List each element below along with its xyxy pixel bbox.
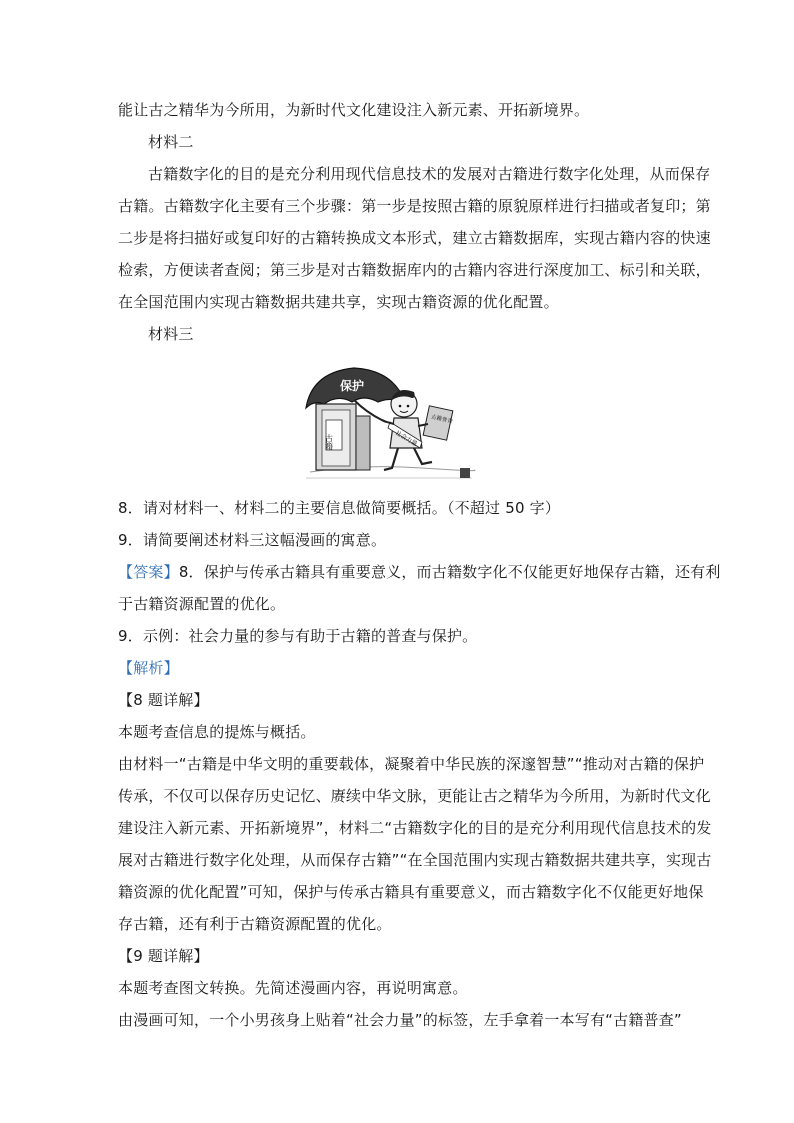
book-label: 古籍 <box>324 434 334 450</box>
sash-label: 社会力量 <box>394 429 419 448</box>
text-line: 在全国范围内实现古籍数据共建共享，实现古籍资源的优化配置。 <box>118 293 559 311</box>
question-9: 9．请简要阐述材料三这幅漫画的寓意。 <box>118 531 387 549</box>
text-line: 二步是将扫描好或复印好的古籍转换成文本形式，建立古籍数据库，实现古籍内容的快速 <box>118 229 711 247</box>
material-3-heading: 材料三 <box>148 325 194 343</box>
text-line: 能让古之精华为今所用，为新时代文化建设注入新元素、开拓新境界。 <box>118 101 590 119</box>
text-line: 本题考查图文转换。先简述漫画内容，再说明寓意。 <box>118 979 468 997</box>
small-book-label: 古籍普查 <box>430 414 454 425</box>
text-line: 展对古籍进行数字化处理，从而保存古籍”“在全国范围内实现古籍数据共建共享，实现古 <box>118 851 712 869</box>
text-line: 建设注入新元素、开拓新境界”，材料二“古籍数字化的目的是充分利用现代信息技术的发 <box>118 819 712 837</box>
detail-8-heading: 【8 题详解】 <box>118 691 209 709</box>
material-2-heading: 材料二 <box>148 133 194 151</box>
text-line: 本题考查信息的提炼与概括。 <box>118 723 316 741</box>
text-line: 由材料一“古籍是中华文明的重要载体，凝聚着中华民族的深邃智慧”“推动对古籍的保护 <box>118 755 705 773</box>
text-line: 于古籍资源配置的优化。 <box>118 595 286 613</box>
cartoon-illustration <box>302 364 478 486</box>
text-line: 籍资源的优化配置”可知，保护与传承古籍具有重要意义，而古籍数字化不仅能更好地保 <box>118 883 704 901</box>
text-line: 传承，不仅可以保存历史记忆、赓续中华文脉，更能让古之精华为今所用，为新时代文化 <box>118 787 711 805</box>
detail-9-heading: 【9 题详解】 <box>118 947 209 965</box>
text-line: 古籍。古籍数字化主要有三个步骤：第一步是按照古籍的原貌原样进行扫描或者复印；第 <box>118 197 711 215</box>
question-8: 8．请对材料一、材料二的主要信息做简要概括。（不超过 50 字） <box>118 499 561 517</box>
text-line: 古籍数字化的目的是充分利用现代信息技术的发展对古籍进行数字化处理，从而保存 <box>148 165 711 183</box>
answer-text: 8．保护与传承古籍具有重要意义，而古籍数字化不仅能更好地保存古籍，还有利 <box>178 563 721 581</box>
analysis-label: 【解析】 <box>118 659 179 677</box>
text-line: 检索，方便读者查阅；第三步是对古籍数据库内的古籍内容进行深度加工、标引和关联， <box>118 261 711 279</box>
answer-label: 【答案】 <box>118 563 179 581</box>
text-line: 9．示例：社会力量的参与有助于古籍的普查与保护。 <box>118 627 478 645</box>
text-line: 由漫画可知，一个小男孩身上贴着“社会力量”的标签，左手拿着一本写有“古籍普查” <box>118 1011 682 1029</box>
umbrella-label: 保护 <box>340 379 365 393</box>
text-line: 存古籍，还有利于古籍资源配置的优化。 <box>118 915 392 933</box>
answer-line <box>118 562 721 582</box>
